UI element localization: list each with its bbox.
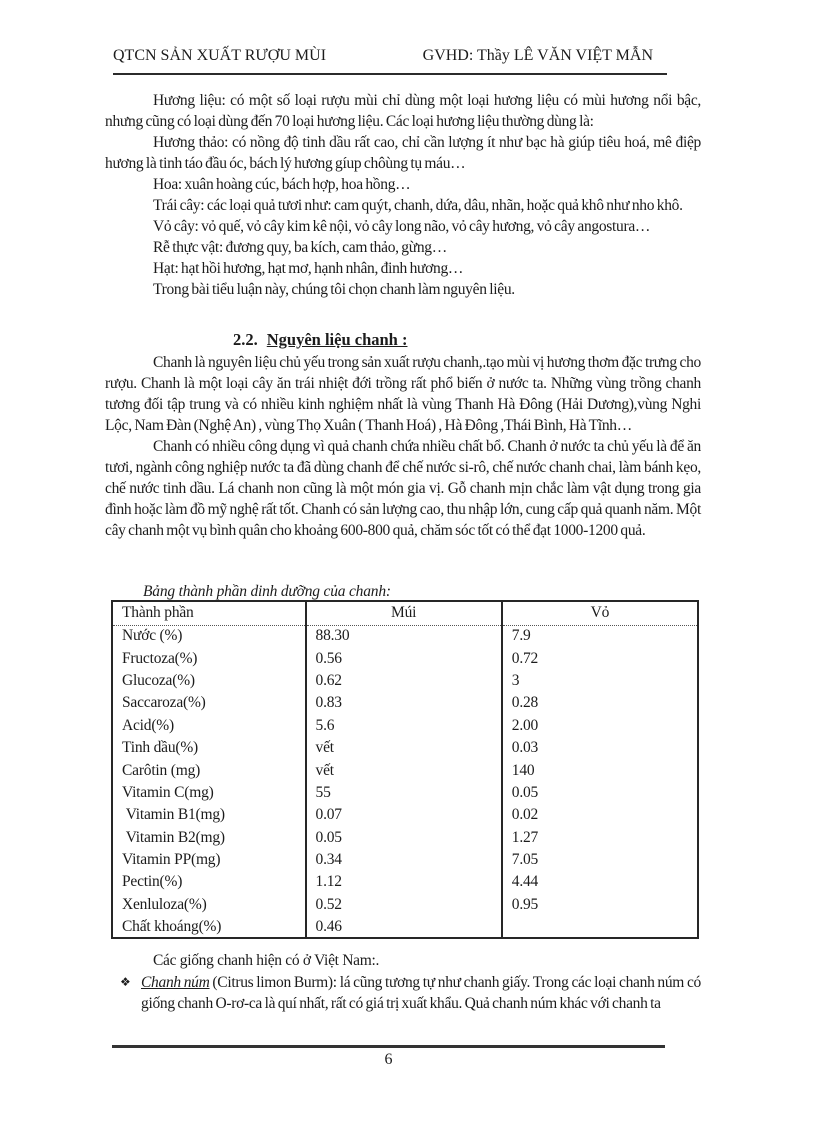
table-cell: Saccaroza(%) (112, 692, 306, 714)
table-row (112, 715, 698, 737)
table-cell: 0.83 (306, 692, 502, 714)
page-number: 6 (384, 1051, 393, 1068)
table-cell: 0.07 (306, 804, 502, 826)
table-cell: 0.56 (306, 647, 502, 669)
table-row (112, 692, 698, 714)
header-instructor: GVHD: Thầy LÊ VĂN VIỆT MẪN (422, 47, 653, 64)
table-row (112, 647, 698, 669)
table-cell: 88.30 (306, 625, 502, 647)
table-header-cell: Vỏ (502, 601, 698, 625)
table-header-cell: Thành phần (112, 601, 306, 625)
diamond-bullet-icon: ❖ (120, 975, 131, 989)
page-footer (112, 1045, 665, 1069)
paragraph: Hương liệu: có một số loại rượu mùi chỉ dùng một loại hương liệu có mùi hương nổi bậc, nhưng cũng có loại dùng đến 70 loại hương liệu. Các loại hương liệu thường dùng là: (105, 92, 701, 130)
table-cell: 0.05 (306, 827, 502, 849)
table-cell: 0.46 (306, 916, 502, 938)
section-number: 2.2. (233, 330, 258, 349)
table-cell: Vitamin B1(mg) (112, 804, 306, 826)
table-cell: Chất khoáng(%) (112, 916, 306, 938)
table-cell: 140 (502, 759, 698, 781)
table-cell: 1.27 (502, 827, 698, 849)
paragraph: Chanh có nhiều công dụng vì quả chanh chứa nhiều chất bổ. Chanh ở nước ta chủ yếu là để ăn tươi, ngành công nghiệp nước ta đã dùng chanh để chế nước si-rô, chế nước chanh chai, làm bánh kẹo, chế nước tinh dầu. Lá chanh non cũng là một món gia vị. Gỗ chanh mịn chắc làm vật dụng trong gia đình hoặc làm đồ mỹ nghệ rất tốt. Chanh có sản lượng cao, thu nhập lớn, cung cấp quả quanh năm. Một cây chanh một vụ bình quân cho khoảng 600-800 quả, chăm sóc tốt có thể đạt 1000-1200 quả. (105, 438, 701, 539)
table-header-row (112, 601, 698, 625)
table-cell: 0.52 (306, 894, 502, 916)
paragraph: Trong bài tiểu luận này, chúng tôi chọn chanh làm nguyên liệu. (153, 281, 515, 298)
table-cell: 1.12 (306, 871, 502, 893)
table-cell: 7.9 (502, 625, 698, 647)
intro-paragraphs (105, 90, 701, 300)
paragraph: Hương thảo: có nồng độ tinh dầu rất cao, chỉ cần lượng ít như bạc hà giúp tiêu hoá, mê điệp hương là tinh táo đầu óc, bách lý hương gíup chôùng tụ máu… (105, 134, 701, 172)
section-heading (105, 329, 701, 351)
table-cell: Glucoza(%) (112, 670, 306, 692)
table-cell: 0.62 (306, 670, 502, 692)
table-header-cell: Múi (306, 601, 502, 625)
table-row (112, 782, 698, 804)
table-cell: Vitamin B2(mg) (112, 827, 306, 849)
table-cell: 5.6 (306, 715, 502, 737)
paragraph: Hạt: hạt hồi hương, hạt mơ, hạnh nhân, đinh hương… (153, 260, 464, 277)
section-title: Nguyên liệu chanh : (266, 330, 408, 349)
paragraph: Trái cây: các loại quả tươi như: cam quýt, chanh, dứa, dâu, nhãn, hoặc quả khô như nho khô. (153, 197, 683, 214)
table-row (112, 871, 698, 893)
table-cell: vết (306, 737, 502, 759)
table-cell: Pectin(%) (112, 871, 306, 893)
table-cell: Nước (%) (112, 625, 306, 647)
variety-description: (Citrus limon Burm): lá cũng tương tự như chanh giấy. Trong các loại chanh núm có giống chanh O-rơ-ca là quí nhất, rất có giá trị xuất khẩu. Quả chanh núm khác với chanh ta (141, 974, 701, 1012)
table-cell: 0.02 (502, 804, 698, 826)
table-cell (502, 916, 698, 938)
table-cell: 0.03 (502, 737, 698, 759)
table-cell: Vitamin C(mg) (112, 782, 306, 804)
table-row (112, 894, 698, 916)
table-cell: 4.44 (502, 871, 698, 893)
table-cell: vết (306, 759, 502, 781)
variety-term: Chanh núm (141, 974, 210, 991)
table-cell: 0.72 (502, 647, 698, 669)
table-cell: 3 (502, 670, 698, 692)
table-cell: Fructoza(%) (112, 647, 306, 669)
table-cell: 0.34 (306, 849, 502, 871)
table-row (112, 625, 698, 647)
table-cell: Xenluloza(%) (112, 894, 306, 916)
table-cell: 0.05 (502, 782, 698, 804)
table-cell: Tinh dầu(%) (112, 737, 306, 759)
table-caption: Bảng thành phần dinh dưỡng của chanh: (143, 583, 391, 600)
table-cell: 2.00 (502, 715, 698, 737)
nutrition-table-wrap (111, 600, 699, 939)
page-header (113, 46, 667, 75)
table-row (112, 804, 698, 826)
table-cell: Carôtin (mg) (112, 759, 306, 781)
variety-bullet-text (141, 972, 701, 1014)
section-paragraphs (105, 352, 701, 541)
table-cell: Vitamin PP(mg) (112, 849, 306, 871)
varieties-intro: Các giống chanh hiện có ở Việt Nam:. (153, 952, 380, 969)
table-cell: 0.28 (502, 692, 698, 714)
table-row (112, 670, 698, 692)
nutrition-table (111, 600, 699, 939)
paragraph: Chanh là nguyên liệu chủ yếu trong sản xuất rượu chanh,.tạo mùi vị hương thơm đặc trưng cho rượu. Chanh là một loại cây ăn trái nhiệt đới trồng rất phổ biến ở nước ta. Những vùng trồng chanh tương đối tập trung và có nhiều kinh nghiệm nhất là vùng Thanh Hà Đông (Hải Dương),vùng Nghi Lộc, Nam Đàn (Nghệ An) , vùng Thọ Xuân ( Thanh Hoá) , Hà Đông ,Thái Bình, Hà Tĩnh… (105, 354, 701, 434)
table-cell: 7.05 (502, 849, 698, 871)
table-row (112, 916, 698, 938)
variety-bullet-item (105, 972, 701, 1014)
paragraph: Rễ thực vật: đương quy, ba kích, cam thảo, gừng… (153, 239, 447, 256)
table-cell: 0.95 (502, 894, 698, 916)
header-course-title: QTCN SẢN XUẤT RƯỢU MÙI (113, 47, 327, 64)
table-cell: 55 (306, 782, 502, 804)
paragraph: Vỏ cây: vỏ quế, vỏ cây kim kê nội, vỏ cây long não, vỏ cây hương, vỏ cây angostura… (153, 218, 651, 235)
table-row (112, 849, 698, 871)
paragraph: Hoa: xuân hoàng cúc, bách hợp, hoa hồng… (153, 176, 411, 193)
table-row (112, 827, 698, 849)
after-table-section (105, 950, 701, 1014)
table-row (112, 737, 698, 759)
table-body (112, 625, 698, 938)
table-cell: Acid(%) (112, 715, 306, 737)
table-row (112, 759, 698, 781)
